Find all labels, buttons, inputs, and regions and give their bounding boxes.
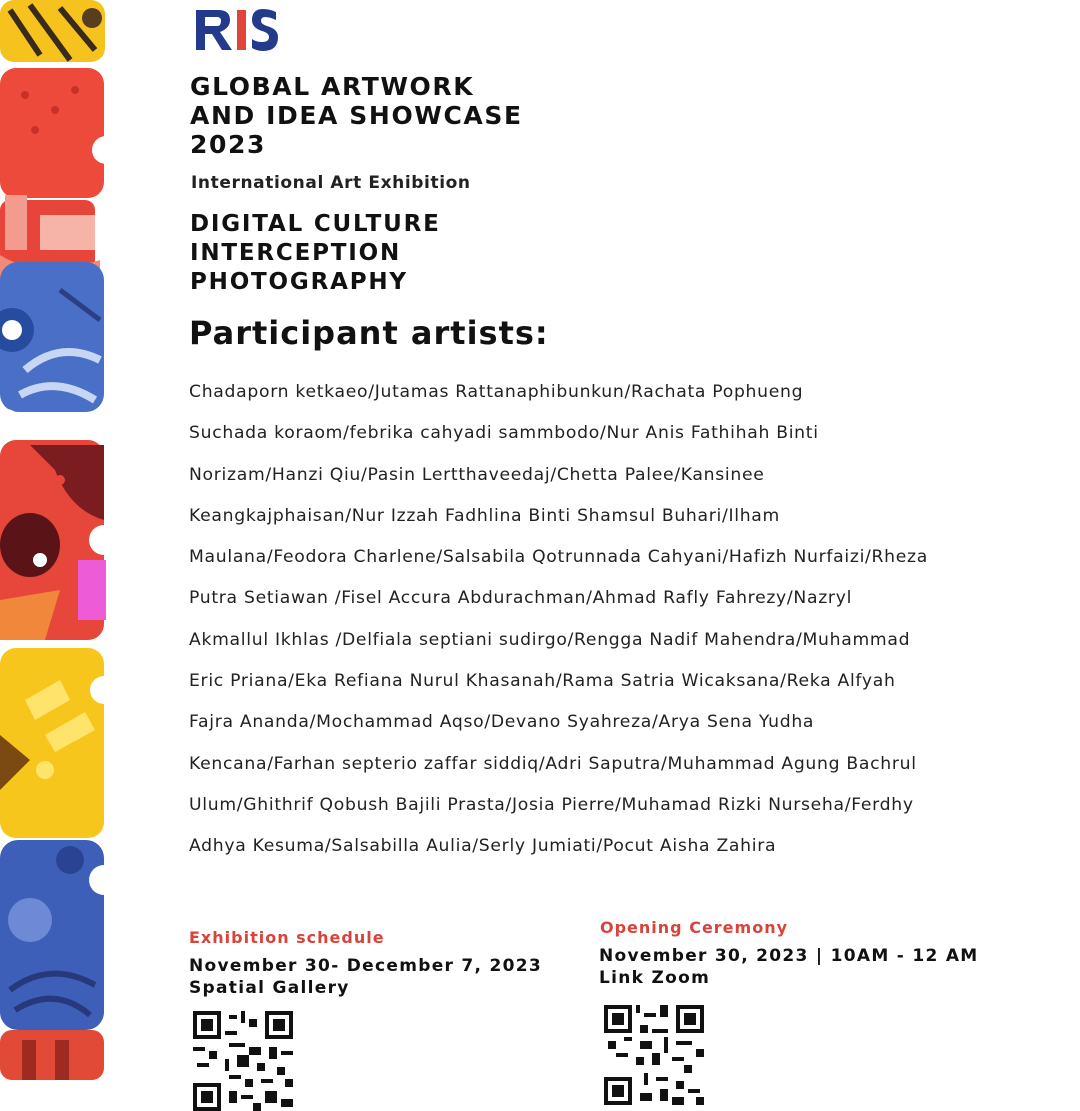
category-item: INTERCEPTION [190,240,402,266]
artist-line: Akmallul Ikhlas /Delfiala septiani sudirgo/Rengga Nadif Mahendra/Muhammad [189,629,911,650]
artist-line: Maulana/Feodora Charlene/Salsabila Qotrunnada Cahyani/Hafizh Nurfaizi/Rheza [189,547,929,568]
artist-line: Adhya Kesuma/Salsabilla Aulia/Serly Jumiati/Pocut Aisha Zahira [189,836,777,857]
title-line: 2023 [190,130,266,159]
title-line: AND IDEA SHOWCASE [190,101,523,130]
artist-line: Putra Setiawan /Fisel Accura Abdurachman/Ahmad Rafly Fahrezy/Nazryl [189,588,853,609]
opening-date: November 30, 2023 | 10AM - 12 AM [599,946,979,966]
ris-logo [196,0,286,54]
opening-ceremony-info [599,945,979,989]
category-item: DIGITAL CULTURE [190,211,441,237]
qr-code-icon[interactable] [193,1011,293,1111]
title-line: GLOBAL ARTWORK [190,72,475,101]
artist-line: Norizam/Hanzi Qiu/Pasin Lertthaveedaj/Chetta Palee/Kansinee [189,464,765,485]
qr-code-icon[interactable] [604,1005,704,1105]
artist-line: Suchada koraom/febrika cahyadi sammbodo/Nur Anis Fathihah Binti [189,423,819,444]
artist-line: Ulum/Ghithrif Qobush Bajili Prasta/Josia Pierre/Muhamad Rizki Nurseha/Ferdhy [189,794,914,815]
category-list [190,210,441,297]
opening-venue: Link Zoom [599,968,711,988]
puzzle-art-strip [0,0,110,1080]
exhibition-subtitle: International Art Exhibition [191,173,471,193]
artist-line: Keangkajphaisan/Nur Izzah Fadhlina Binti Shamsul Buhari/Ilham [189,505,780,526]
exhibition-schedule-info [189,955,542,999]
artist-line: Fajra Ananda/Mochammad Aqso/Devano Syahreza/Arya Sena Yudha [189,712,815,733]
schedule-date: November 30- December 7, 2023 [189,956,543,976]
schedule-venue: Spatial Gallery [189,978,350,998]
artist-line: Chadaporn ketkaeo/Jutamas Rattanaphibunkun/Rachata Pophueng [189,382,804,402]
category-item: PHOTOGRAPHY [190,269,408,295]
exhibition-schedule-label: Exhibition schedule [189,928,385,947]
artist-line: Eric Priana/Eka Refiana Nurul Khasanah/Rama Satria Wicaksana/Reka Alfyah [189,671,896,692]
artist-line: Kencana/Farhan septerio zaffar siddiq/Adri Saputra/Muhammad Agung Bachrul [189,753,917,774]
exhibition-title [190,72,523,159]
artist-list [189,372,1069,868]
participants-heading: Participant artists: [189,314,549,352]
opening-ceremony-label: Opening Ceremony [600,918,789,937]
